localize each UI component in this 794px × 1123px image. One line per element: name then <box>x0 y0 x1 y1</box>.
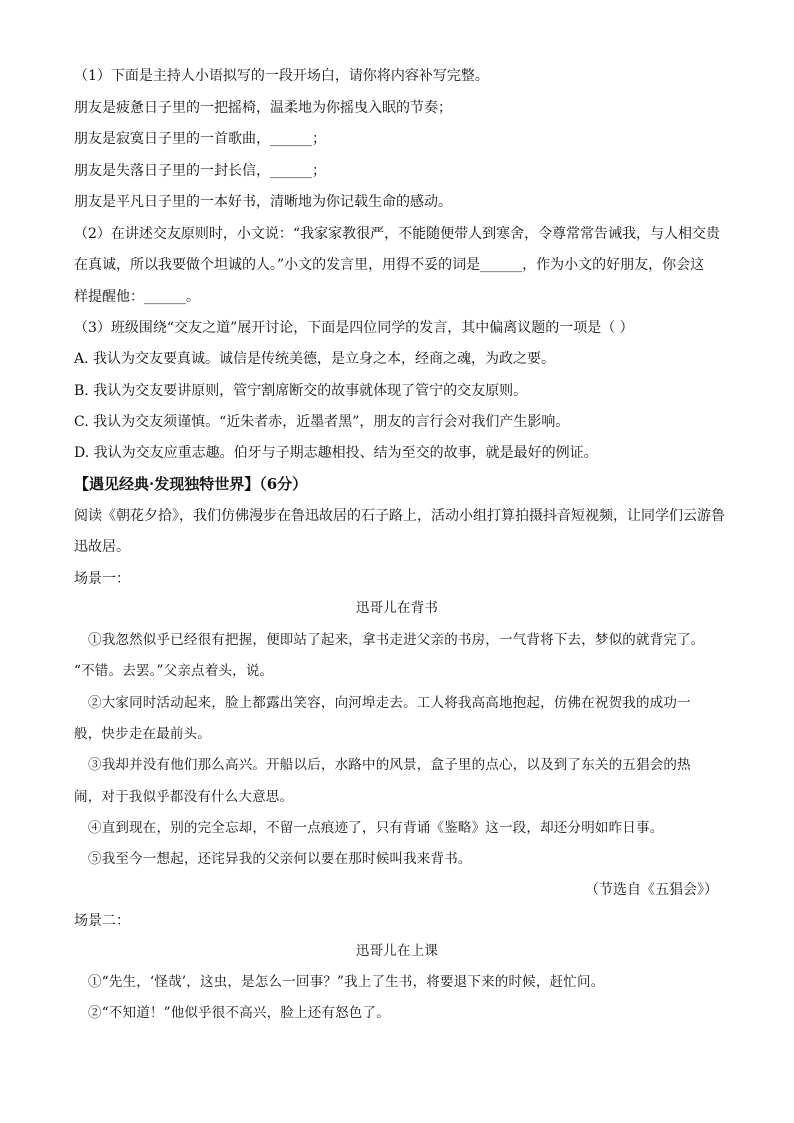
scene1-source: （节选自《五猖会》） <box>585 882 718 898</box>
section-title: 【遇见经典·发现独特世界】（6分） <box>74 475 308 493</box>
q1-line-4: 朋友是平凡日子里的一本好书，清晰地为你记载生命的感动。 <box>74 194 452 210</box>
q3-option-b: B. 我认为交友要讲原则，管宁割席断交的故事就体现了管宁的交友原则。 <box>74 383 528 399</box>
scene1-para-5: ⑤我至今一想起，还诧异我的父亲何以要在那时候叫我来背书。 <box>88 851 472 867</box>
q3-option-a: A. 我认为交友要真诚。诚信是传统美德，是立身之本，经商之魂，为政之要。 <box>74 351 556 367</box>
scene2-para-1: ①“先生，‘怪哉’，这虫，是怎么一回事？”我上了生书，将要退下来的时候，赶忙问。 <box>88 974 605 990</box>
scene1-para-1b: “不错。去罢。”父亲点着头，说。 <box>74 663 274 679</box>
scene2-label: 场景二： <box>74 913 130 929</box>
q2-paragraph-line-1: （2）在讲述交友原则时，小文说：“我家家教很严，不能随便带人到寒舍，令尊常常告诫我，与人相交贵 <box>74 226 721 242</box>
section-intro-line-2: 迅故居。 <box>74 539 130 555</box>
q3-stem: （3）班级围绕“交友之道”展开讨论，下面是四位同学的发言，其中偏离议题的一项是（ ） <box>74 320 634 336</box>
scene1-title: 迅哥儿在背书 <box>355 600 439 616</box>
q1-line-1: 朋友是疲惫日子里的一把摇椅，温柔地为你摇曳入眠的节奏； <box>74 100 452 116</box>
scene1-para-2a: ②大家同时活动起来，脸上都露出笑容，向河埠走去。工人将我高高地抱起，仿佛在祝贺我的成功一 <box>88 695 691 711</box>
scene1-para-3b: 闹，对于我似乎都没有什么大意思。 <box>74 789 294 805</box>
scene1-para-2b: 般，快步走在最前头。 <box>74 726 211 742</box>
section-intro-line-1: 阅读《朝花夕拾》，我们仿佛漫步在鲁迅故居的石子路上，活动小组打算拍摄抖音短视频，让同学们云游鲁 <box>74 508 725 524</box>
q3-option-c: C. 我认为交友须谨慎。“近朱者赤，近墨者黑”，朋友的言行会对我们产生影响。 <box>74 414 570 430</box>
scene1-para-4: ④直到现在，别的完全忘却，不留一点痕迹了，只有背诵《鉴略》这一段，却还分明如昨日事。 <box>88 820 664 836</box>
scene2-title: 迅哥儿在上课 <box>355 943 439 959</box>
scene1-para-3a: ③我却并没有他们那么高兴。开船以后，水路中的风景，盒子里的点心，以及到了东关的五猖会的热 <box>88 757 691 773</box>
q1-intro: （1）下面是主持人小语拟写的一段开场白，请你将内容补写完整。 <box>74 68 489 84</box>
scene1-label: 场景一： <box>74 571 130 587</box>
q1-line-3: 朋友是失落日子里的一封长信，______； <box>74 163 326 179</box>
scene1-para-1a: ①我忽然似乎已经很有把握，便即站了起来，拿书走进父亲的书房，一气背将下去，梦似的就背完了。 <box>88 632 705 648</box>
q2-paragraph-line-3: 样提醒他：______。 <box>74 289 200 305</box>
scene2-para-2: ②“不知道！”他似乎很不高兴，脸上还有怒色了。 <box>88 1005 390 1021</box>
q3-option-d: D. 我认为交友应重志趣。伯牙与子期志趣相投、结为至交的故事，就是最好的例证。 <box>74 445 598 461</box>
q2-paragraph-line-2: 在真诚，所以我要做个坦诚的人。”小文的发言里，用得不妥的词是______，作为小文的好朋友，你会这 <box>74 257 705 273</box>
q1-line-2: 朋友是寂寞日子里的一首歌曲，______； <box>74 131 326 147</box>
